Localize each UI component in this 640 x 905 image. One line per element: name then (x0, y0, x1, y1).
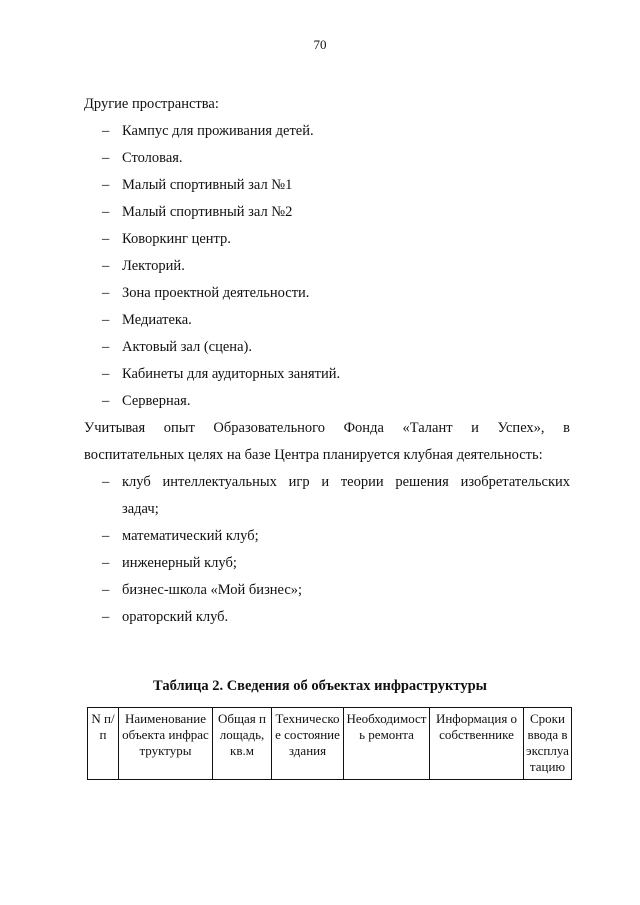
table-title: Таблица 2. Сведения об объектах инфраструктуры (153, 678, 487, 694)
list-item: – ораторский клуб. (102, 609, 229, 625)
list-item: – Малый спортивный зал №2 (102, 204, 293, 220)
clubs-list (84, 469, 570, 631)
page-number: 70 (313, 37, 327, 52)
list-item: – Актовый зал (сцена). (102, 339, 252, 355)
infrastructure-table (87, 707, 572, 780)
table-header-cell: N п/п (88, 708, 119, 780)
table-header-cell: Техническое состояние здания (272, 708, 344, 780)
list-item: – Зона проектной деятельности. (102, 285, 310, 301)
page-body (84, 91, 570, 631)
list-item: – математический клуб; (102, 528, 259, 544)
spaces-heading: Другие пространства: (84, 96, 219, 112)
list-item: – Лекторий. (102, 258, 185, 274)
table-header-cell: Информация о собственнике (430, 708, 524, 780)
table-header-cell: Сроки ввода в эксплуатацию (524, 708, 572, 780)
list-item: – клуб интеллектуальных игр и теории решения изобретательских задач; (102, 474, 570, 517)
spaces-list (84, 118, 570, 415)
table-header-cell: Общая площадь, кв.м (213, 708, 272, 780)
list-item: – бизнес-школа «Мой бизнес»; (102, 582, 303, 598)
table-header-cell: Наименование объекта инфраструктуры (119, 708, 213, 780)
list-item: – Медиатека. (102, 312, 192, 328)
list-item: – Малый спортивный зал №1 (102, 177, 293, 193)
table-header-row (88, 708, 572, 780)
list-item: – Кабинеты для аудиторных занятий. (102, 366, 341, 382)
table-header-cell: Необходимость ремонта (344, 708, 430, 780)
list-item: – инженерный клуб; (102, 555, 237, 571)
list-item: – Кампус для проживания детей. (102, 123, 314, 139)
club-intro-line-2: воспитательных целях на базе Центра планируется клубная деятельность: (84, 447, 543, 463)
list-item: – Коворкинг центр. (102, 231, 231, 247)
club-intro-line-1: Учитывая опыт Образовательного Фонда «Талант и Успех», в (84, 420, 570, 436)
list-item: – Серверная. (102, 393, 191, 409)
list-item: – Столовая. (102, 150, 183, 166)
